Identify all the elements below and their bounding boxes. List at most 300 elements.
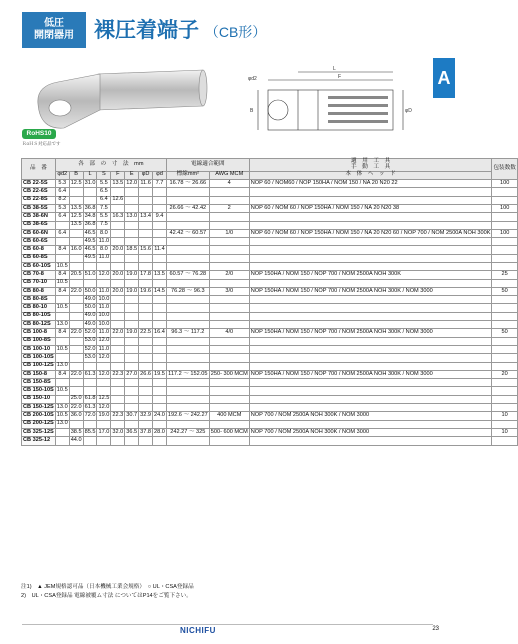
table-cell: [97, 262, 111, 270]
table-cell: [492, 238, 517, 246]
table-cell: [492, 312, 517, 320]
table-cell: [209, 196, 249, 204]
table-cell: 16.3: [111, 213, 125, 221]
table-cell: [153, 296, 167, 304]
svg-text:φD: φD: [405, 108, 412, 114]
table-cell: 22.5: [139, 329, 153, 337]
table-cell: [139, 395, 153, 403]
table-cell: 60.57 ～ 76.28: [166, 271, 209, 279]
table-cell: [166, 296, 209, 304]
table-cell: [69, 362, 83, 370]
table-cell: 12.0: [97, 271, 111, 279]
table-cell: [209, 188, 249, 196]
subcol-5: E: [125, 171, 139, 179]
table-cell: 6.4: [55, 213, 69, 221]
part-number: CB 80-8S: [22, 296, 56, 304]
part-number: CB 80-8: [22, 287, 56, 295]
table-cell: NOP 60 / NOM60 / NOP 150HA / NOM 150 / NA 20 N20 22: [249, 180, 492, 188]
part-number: CB 150-10: [22, 395, 56, 403]
table-cell: 13.0: [55, 321, 69, 329]
table-cell: 8.4: [55, 370, 69, 378]
table-cell: [166, 345, 209, 353]
table-cell: 20.0: [111, 246, 125, 254]
table-cell: [492, 188, 517, 196]
table-cell: [492, 296, 517, 304]
table-cell: 26.66 ～ 42.42: [166, 204, 209, 212]
table-cell: [209, 362, 249, 370]
table-cell: [166, 321, 209, 329]
table-cell: [97, 379, 111, 387]
table-row: [22, 213, 518, 221]
table-cell: 13.0: [55, 404, 69, 412]
table-cell: [111, 304, 125, 312]
table-cell: 28.0: [153, 428, 167, 436]
table-cell: 25: [492, 271, 517, 279]
table-cell: 10.0: [97, 312, 111, 320]
table-cell: 19.6: [139, 287, 153, 295]
table-cell: [69, 420, 83, 428]
table-cell: [153, 188, 167, 196]
table-cell: [209, 420, 249, 428]
table-cell: [209, 238, 249, 246]
table-cell: 13.0: [125, 213, 139, 221]
table-cell: 100: [492, 229, 517, 237]
table-cell: [249, 420, 492, 428]
table-cell: [111, 254, 125, 262]
table-cell: [55, 428, 69, 436]
table-cell: 6.5: [97, 188, 111, 196]
part-number: CB 150-8: [22, 370, 56, 378]
table-cell: [69, 238, 83, 246]
col-name: 品 番: [22, 159, 56, 180]
table-cell: [153, 229, 167, 237]
part-number: CB 100-12S: [22, 362, 56, 370]
table-cell: 11.6: [139, 180, 153, 188]
table-row: [22, 395, 518, 403]
table-cell: 13.0: [55, 420, 69, 428]
part-number: CB 80-10S: [22, 312, 56, 320]
table-row: [22, 428, 518, 436]
table-cell: [492, 279, 517, 287]
table-cell: 36.8: [83, 221, 97, 229]
table-cell: [153, 404, 167, 412]
brand-logo: NICHIFU: [180, 626, 216, 635]
table-cell: [111, 204, 125, 212]
table-cell: [492, 420, 517, 428]
table-cell: [249, 188, 492, 196]
table-cell: [111, 404, 125, 412]
table-cell: [153, 354, 167, 362]
table-cell: [139, 279, 153, 287]
note-1: 注1) ▲ JEM規格認可品（日本機械工業会規格） ○ UL・CSA登録品: [21, 584, 194, 590]
table-cell: [166, 304, 209, 312]
subcol-1: B: [69, 171, 83, 179]
part-number: CB 70-10: [22, 279, 56, 287]
table-cell: [83, 437, 97, 445]
table-cell: 49.0: [83, 312, 97, 320]
table-cell: [166, 279, 209, 287]
table-cell: [111, 229, 125, 237]
table-cell: 22.0: [69, 287, 83, 295]
table-cell: [249, 321, 492, 329]
table-row: [22, 196, 518, 204]
table-cell: [139, 229, 153, 237]
part-number: CB 200-10S: [22, 412, 56, 420]
table-row: [22, 321, 518, 329]
table-cell: 17.0: [97, 428, 111, 436]
table-cell: [55, 296, 69, 304]
table-cell: 16.0: [69, 246, 83, 254]
table-cell: [166, 437, 209, 445]
table-cell: 8.4: [55, 271, 69, 279]
table-row: [22, 329, 518, 337]
table-cell: [139, 312, 153, 320]
part-number: CB 100-10S: [22, 354, 56, 362]
table-row: [22, 180, 518, 188]
section-tab[interactable]: A: [433, 58, 455, 98]
table-cell: [125, 337, 139, 345]
note-2: 2) UL・CSA登録品 電線被覆ム寸法 についてはP14をご覧下さい。: [21, 593, 192, 599]
table-cell: [209, 312, 249, 320]
table-cell: [83, 379, 97, 387]
table-cell: 37.8: [139, 428, 153, 436]
part-number: CB 325-12: [22, 437, 56, 445]
table-cell: [209, 404, 249, 412]
table-cell: [166, 337, 209, 345]
table-cell: [139, 204, 153, 212]
table-cell: [139, 188, 153, 196]
table-cell: [69, 296, 83, 304]
table-cell: 49.5: [83, 238, 97, 246]
table-cell: 19.0: [97, 412, 111, 420]
table-cell: [125, 420, 139, 428]
table-cell: 51.0: [83, 271, 97, 279]
terminal-photo: [28, 64, 208, 140]
table-cell: [125, 279, 139, 287]
table-cell: [492, 254, 517, 262]
table-cell: [492, 321, 517, 329]
part-number: CB 60-6N: [22, 229, 56, 237]
table-cell: [166, 188, 209, 196]
table-cell: [125, 188, 139, 196]
table-cell: 46.5: [83, 229, 97, 237]
table-cell: 46.5: [83, 246, 97, 254]
table-cell: 10: [492, 412, 517, 420]
table-cell: [492, 354, 517, 362]
spec-table: [21, 158, 518, 446]
table-cell: 8.0: [97, 246, 111, 254]
part-number: CB 60-10S: [22, 262, 56, 270]
table-cell: [125, 229, 139, 237]
table-cell: [153, 196, 167, 204]
table-cell: [125, 437, 139, 445]
table-cell: 44.0: [69, 437, 83, 445]
table-cell: 12.0: [97, 370, 111, 378]
table-cell: 36.8: [83, 204, 97, 212]
table-cell: [55, 238, 69, 246]
table-cell: 19.0: [125, 287, 139, 295]
table-cell: 53.0: [83, 354, 97, 362]
table-cell: 250- 300 MCM: [209, 370, 249, 378]
table-cell: 96.3 ～ 117.2: [166, 329, 209, 337]
table-cell: [69, 312, 83, 320]
table-cell: [153, 379, 167, 387]
table-cell: [249, 246, 492, 254]
table-cell: 50.0: [83, 304, 97, 312]
table-cell: 5.3: [55, 180, 69, 188]
table-row: [22, 412, 518, 420]
page-number: 23: [432, 626, 439, 632]
table-cell: [153, 395, 167, 403]
table-cell: [209, 354, 249, 362]
table-cell: 10.5: [55, 412, 69, 420]
table-cell: 2: [209, 204, 249, 212]
table-cell: 10.5: [55, 304, 69, 312]
table-cell: [125, 254, 139, 262]
table-cell: [83, 262, 97, 270]
table-cell: [166, 354, 209, 362]
part-number: CB 80-10: [22, 304, 56, 312]
table-cell: 100: [492, 180, 517, 188]
table-cell: 10.5: [55, 345, 69, 353]
table-cell: 13.5: [153, 271, 167, 279]
table-cell: 16.4: [153, 329, 167, 337]
table-cell: 11.0: [97, 238, 111, 246]
table-cell: 12.5: [97, 395, 111, 403]
table-cell: [153, 321, 167, 329]
table-cell: [69, 188, 83, 196]
table-cell: [83, 188, 97, 196]
table-cell: 12.0: [125, 180, 139, 188]
table-cell: [139, 296, 153, 304]
subcol-7: φd: [153, 171, 167, 179]
table-cell: [139, 345, 153, 353]
part-number: CB 60-8: [22, 246, 56, 254]
table-cell: [97, 279, 111, 287]
table-cell: 26.6: [139, 370, 153, 378]
table-cell: [249, 262, 492, 270]
table-cell: [139, 238, 153, 246]
table-cell: 10.0: [97, 296, 111, 304]
table-cell: 6.4: [55, 188, 69, 196]
part-number: CB 150-10S: [22, 387, 56, 395]
table-cell: [69, 196, 83, 204]
table-cell: [83, 196, 97, 204]
table-cell: [125, 321, 139, 329]
table-cell: 53.0: [83, 337, 97, 345]
table-cell: [166, 395, 209, 403]
table-cell: [249, 437, 492, 445]
table-cell: [492, 196, 517, 204]
table-cell: 8.2: [55, 196, 69, 204]
table-cell: 52.0: [83, 329, 97, 337]
table-row: [22, 354, 518, 362]
table-cell: [125, 379, 139, 387]
table-row: [22, 271, 518, 279]
table-cell: [69, 387, 83, 395]
table-cell: [139, 404, 153, 412]
part-number: CB 80-12S: [22, 321, 56, 329]
table-cell: [166, 404, 209, 412]
part-number: CB 100-10: [22, 345, 56, 353]
table-cell: 49.5: [83, 254, 97, 262]
table-cell: [139, 196, 153, 204]
table-cell: NOP 700 / NOM 2500A NOH 300K / NOM 3000: [249, 428, 492, 436]
table-cell: [111, 312, 125, 320]
table-row: [22, 387, 518, 395]
table-row: [22, 188, 518, 196]
table-cell: [209, 321, 249, 329]
table-cell: 61.3: [83, 370, 97, 378]
col-qty: 包装数数: [492, 159, 517, 180]
table-row: [22, 404, 518, 412]
table-row: [22, 437, 518, 445]
table-cell: 13.0: [55, 362, 69, 370]
col-wire: 電線適合範囲: [166, 159, 249, 172]
table-cell: [111, 420, 125, 428]
table-cell: [153, 221, 167, 229]
table-cell: [139, 304, 153, 312]
table-cell: [492, 262, 517, 270]
table-cell: [249, 337, 492, 345]
part-number: CB 22-5S: [22, 180, 56, 188]
table-cell: 400 MCM: [209, 412, 249, 420]
svg-text:L: L: [333, 66, 336, 72]
table-cell: [209, 387, 249, 395]
table-cell: 20: [492, 370, 517, 378]
table-cell: [249, 362, 492, 370]
table-cell: 22.0: [69, 370, 83, 378]
table-cell: [153, 337, 167, 345]
table-cell: 22.3: [111, 370, 125, 378]
subcol-10: 本 体 ヘ ッ ド: [249, 171, 492, 179]
table-cell: [111, 238, 125, 246]
table-cell: [97, 362, 111, 370]
table-cell: [249, 296, 492, 304]
table-cell: [166, 362, 209, 370]
table-cell: 192.6 ～ 242.27: [166, 412, 209, 420]
table-cell: 20.0: [111, 271, 125, 279]
table-cell: 31.0: [83, 180, 97, 188]
table-cell: [209, 437, 249, 445]
table-cell: 11.0: [97, 345, 111, 353]
part-number: CB 100-8: [22, 329, 56, 337]
table-cell: [125, 345, 139, 353]
table-cell: [153, 238, 167, 246]
table-cell: [166, 420, 209, 428]
table-cell: 19.0: [125, 329, 139, 337]
table-cell: [111, 387, 125, 395]
footer-divider: [22, 624, 433, 625]
table-cell: [55, 395, 69, 403]
part-number: CB 150-8S: [22, 379, 56, 387]
table-cell: 38.5: [69, 428, 83, 436]
table-row: [22, 370, 518, 378]
table-cell: 8.4: [55, 329, 69, 337]
table-cell: 25.0: [69, 395, 83, 403]
table-cell: 14.5: [153, 287, 167, 295]
table-cell: [249, 213, 492, 221]
table-cell: [209, 262, 249, 270]
part-number: CB 60-6S: [22, 238, 56, 246]
table-cell: 36.5: [125, 428, 139, 436]
svg-text:φd2: φd2: [248, 76, 257, 82]
table-cell: 12.0: [97, 337, 111, 345]
table-cell: 19.0: [125, 271, 139, 279]
subcol-8: 標線mm²: [166, 171, 209, 179]
table-cell: [249, 221, 492, 229]
table-cell: 117.2 ～ 152.05: [166, 370, 209, 378]
table-row: [22, 204, 518, 212]
rohs-badge: RoHS10: [22, 129, 56, 139]
table-cell: [125, 312, 139, 320]
table-cell: NOP 150HA / NOM 150 / NOP 700 / NOM 2500A NOH 300K / NOM 3000: [249, 287, 492, 295]
category-label: 低圧 開閉器用: [22, 12, 86, 48]
table-row: [22, 246, 518, 254]
table-cell: [209, 279, 249, 287]
table-cell: [125, 296, 139, 304]
table-cell: 50: [492, 287, 517, 295]
table-cell: [209, 345, 249, 353]
table-cell: 4/0: [209, 329, 249, 337]
table-cell: 32.9: [139, 412, 153, 420]
table-cell: [97, 437, 111, 445]
table-cell: [209, 395, 249, 403]
table-cell: [111, 379, 125, 387]
table-cell: 7.7: [153, 180, 167, 188]
table-cell: 50.0: [83, 287, 97, 295]
table-cell: 19.5: [153, 370, 167, 378]
table-cell: [83, 279, 97, 287]
table-cell: 11.0: [97, 254, 111, 262]
subcol-3: S: [97, 171, 111, 179]
table-cell: 24.0: [153, 412, 167, 420]
table-row: [22, 279, 518, 287]
table-cell: [166, 238, 209, 246]
table-cell: [166, 196, 209, 204]
table-cell: [69, 262, 83, 270]
table-cell: [166, 312, 209, 320]
table-cell: NOP 60 / NOM 60 / NOP 150HA / NOM 150 / NA 20 N20 60 / NOP 700 / NOM 2500A NOH 300K: [249, 229, 492, 237]
table-cell: [492, 221, 517, 229]
table-cell: 242.27 ～ 325: [166, 428, 209, 436]
table-cell: [125, 362, 139, 370]
subcol-2: L: [83, 171, 97, 179]
table-cell: [69, 279, 83, 287]
table-cell: 10.5: [55, 262, 69, 270]
table-row: [22, 345, 518, 353]
table-cell: [55, 437, 69, 445]
table-cell: 49.0: [83, 321, 97, 329]
table-cell: 100: [492, 204, 517, 212]
table-cell: [153, 304, 167, 312]
table-cell: 12.5: [69, 213, 83, 221]
table-cell: [139, 262, 153, 270]
table-cell: [209, 213, 249, 221]
table-cell: [166, 246, 209, 254]
table-cell: [139, 420, 153, 428]
table-row: [22, 379, 518, 387]
table-cell: 3/0: [209, 287, 249, 295]
table-row: [22, 337, 518, 345]
table-cell: [125, 238, 139, 246]
table-cell: [139, 354, 153, 362]
table-cell: 22.0: [69, 329, 83, 337]
table-cell: [492, 246, 517, 254]
table-cell: [69, 304, 83, 312]
table-cell: [249, 404, 492, 412]
part-number: CB 38-6S: [22, 221, 56, 229]
